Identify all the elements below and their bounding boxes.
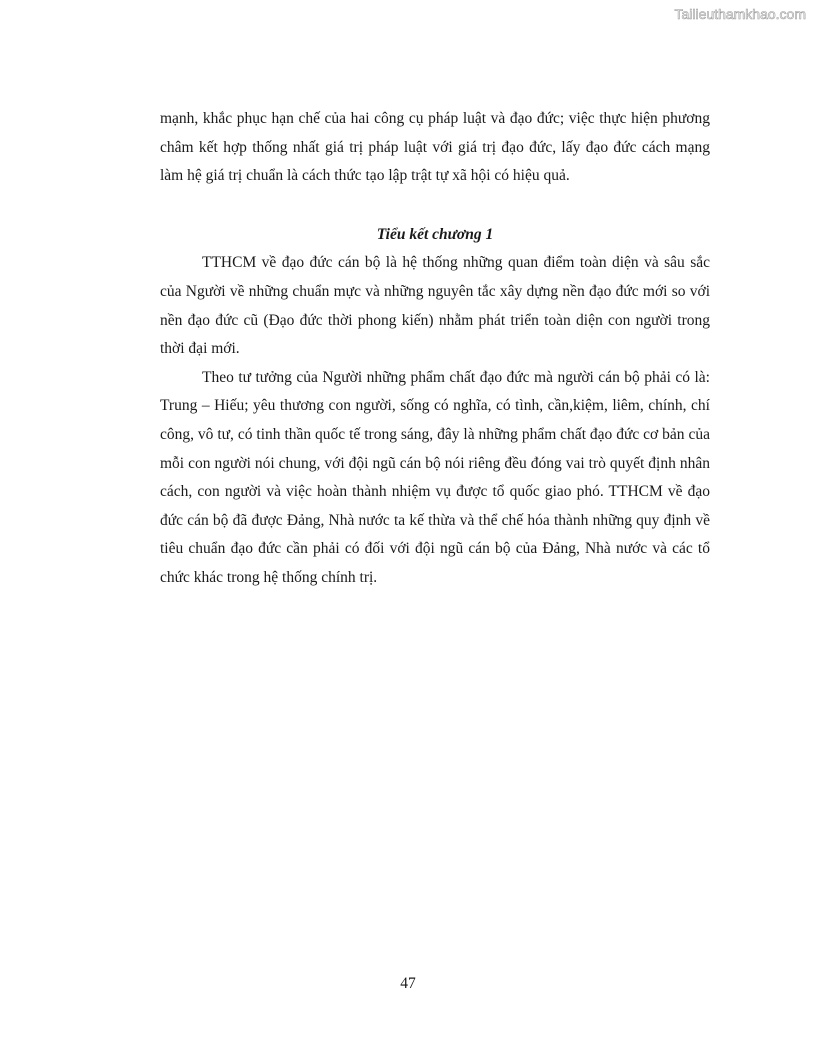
body-paragraph: Theo tư tưởng của Người những phẩm chất đạo đức mà người cán bộ phải có là: Trung – Hiếu; yêu thương con người, sống có nghĩa, có tình, cần,kiệm, liêm, chính, chí công, vô tư, có tinh thần quốc tế trong sáng, đây là những phẩm chất đạo đức cơ bản của mỗi con người nói chung, với đội ngũ cán bộ nói riêng đều đóng vai trò quyết định nhân cách, con người và việc hoàn thành nhiệm vụ được tổ quốc giao phó. TTHCM về đạo đức cán bộ đã được Đảng, Nhà nước ta kế thừa và thể chế hóa thành những quy định về tiêu chuẩn đạo đức cần phải có đối với đội ngũ cán bộ của Đảng, Nhà nước và các tổ chức khác trong hệ thống chính trị. bbox=[160, 368, 710, 586]
page-number: 47 bbox=[400, 975, 416, 992]
watermark: Tailieuthamkhao.com bbox=[674, 6, 806, 22]
section-heading: Tiểu kết chương 1 bbox=[376, 225, 494, 243]
page-body bbox=[160, 105, 710, 593]
body-paragraph-continued: mạnh, khắc phục hạn chế của hai công cụ pháp luật và đạo đức; việc thực hiện phương châm kết hợp thống nhất giá trị pháp luật với giá trị đạo đức, lấy đạo đức cách mạng làm hệ giá trị chuẩn là cách thức tạo lập trật tự xã hội có hiệu quả. bbox=[160, 110, 710, 185]
body-paragraph: TTHCM về đạo đức cán bộ là hệ thống những quan điểm toàn diện và sâu sắc của Người về những chuẩn mực và những nguyên tắc xây dựng nền đạo đức mới so với nền đạo đức cũ (Đạo đức thời phong kiến) nhằm phát triển toàn diện con người trong thời đại mới. bbox=[160, 254, 710, 358]
